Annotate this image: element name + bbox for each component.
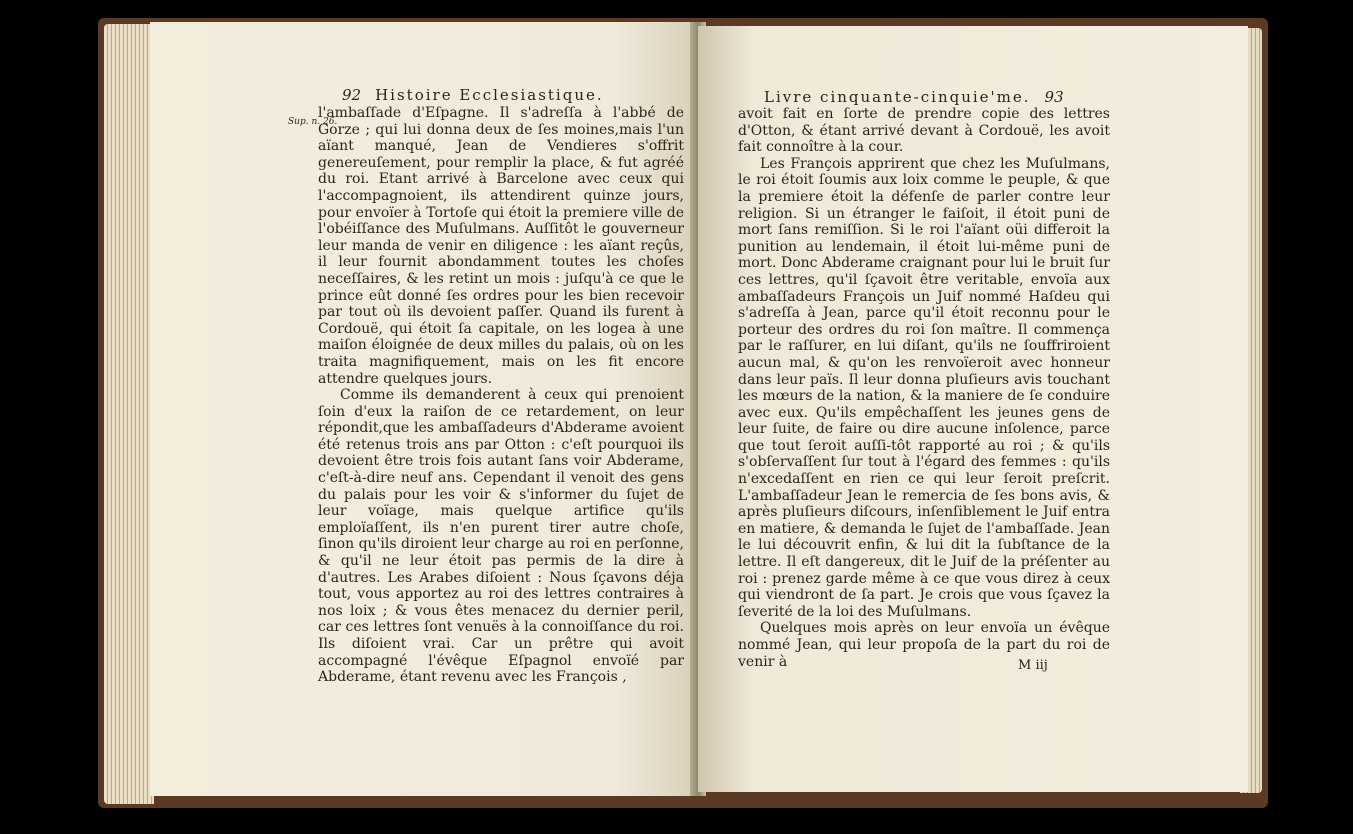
page-edges-left <box>104 24 154 804</box>
left-page-text <box>318 105 684 686</box>
left-paragraph-1: l'ambaſſade d'Eſpagne. Il s'adreſſa à l'abbé de Gorze ; qui lui donna deux de ſes moines,mais l'un aïant manqué, Jean de Vendieres s'offrit genereuſement, pour remplir la place, & fut agréé du roi. Etant arrivé à Barcelone avec ceux qui l'accompagnoient, ils attendirent quinze jours, pour envoïer à Tortoſe qui étoit la premiere ville de l'obéiſſance des Muſulmans. Auſſitôt le gouverneur leur manda de venir en diligence : les aïant reçûs, il leur fournit abondamment toutes les choſes neceſſaires, & les retint un mois : juſqu'à ce que le prince eût donné ſes ordres pour les bien recevoir par tout où ils devoient paſſer. Quand ils furent à Cordouë, qui étoit ſa capitale, on les logea à une maiſon éloignée de deux milles du palais, où on les traita magnifiquement, mais on les fit encore attendre quelques jours. <box>318 105 684 387</box>
right-paragraph-1: avoit fait en ſorte de prendre copie des lettres d'Otton, & étant arrivé devant à Cordouë, les avoit fait connoître à la cour. <box>738 106 1110 156</box>
left-running-title: Histoire Ecclesiastique. <box>375 86 604 104</box>
right-paragraph-3: Quelques mois après on leur envoïa un évêque nommé Jean, qui leur propoſa de la part du roi de venir à <box>738 620 1110 670</box>
right-page <box>698 26 1248 792</box>
right-running-title: Livre cinquante-cinquie'me. <box>764 88 1031 106</box>
right-page-text <box>738 106 1110 670</box>
left-running-head <box>342 86 604 104</box>
right-running-head <box>764 88 1064 106</box>
right-page-number: 93 <box>1044 88 1064 106</box>
right-paragraph-2: Les François apprirent que chez les Muſulmans, le roi étoit ſoumis aux loix comme le peuple, & que la premiere étoit la défenſe de parler contre leur religion. Si un étranger le faiſoit, il étoit puni de mort ſans remiſſion. Si le roi l'aïant oüi differoit la punition au lendemain, il étoit lui-même puni de mort. Donc Abderame craignant pour lui le bruit ſur ces lettres, qu'il ſçavoit être veritable, envoïa aux ambaſſadeurs François un Juif nommé Haſdeu qui s'adreſſa à Jean, parce qu'il étoit reconnu pour le porteur des ordres du roi ſon maître. Il commença par le raſſurer, en lui diſant, qu'ils ne ſouffriroient aucun mal, & qu'on les renvoïeroit avec honneur dans leur païs. Il leur donna pluſieurs avis touchant les mœurs de la nation, & la maniere de ſe conduire avec eux. Qu'ils empêchaſſent les jeunes gens de leur ſuite, de faire ou dire aucune inſolence, parce que tout ſeroit auſſi-tôt rapporté au roi ; & qu'ils s'obſervaſſent ſur tout à l'égard des femmes : qu'ils n'excedaſſent en rien ce qui leur ſeroit preſcrit. L'ambaſſadeur Jean le remercia de ſes bons avis, & après pluſieurs diſcours, inſenſiblement le Juif entra en matiere, & demanda le ſujet de l'ambaſſade. Jean le lui découvrit enfin, & lui dit la ſubſtance de la lettre. Il eſt dangereux, dit le Juif de la préſenter au roi : prenez garde même à ce que vous direz à ceux qui viendront de ſa part. Je crois que vous ſçavez la ſeverité de la loi des Muſulmans. <box>738 155 1110 620</box>
left-page <box>150 22 696 796</box>
left-page-number: 92 <box>342 86 362 104</box>
signature-mark: M iij <box>1018 658 1048 673</box>
margin-note: Sup. n. 26. <box>288 117 338 127</box>
left-paragraph-2: Comme ils demanderent à ceux qui prenoient ſoin d'eux la raiſon de ce retardement, on leur répondit,que les ambaſſadeurs d'Abderame avoient été retenus trois ans par Otton : c'eſt pourquoi ils devoient être trois fois autant ſans voir Abderame, c'eſt-à-dire neuf ans. Cependant il venoit des gens du palais pour les voir & s'informer du ſujet de leur voïage, mais quelque artifice qu'ils emploïaſſent, ils n'en purent tirer autre choſe, ſinon qu'ils diroient leur charge au roi en perſonne, & qu'il ne leur étoit pas permis de la dire à d'autres. Les Arabes diſoient : Nous ſçavons déja tout, vous apportez au roi des lettres contraires à nos loix ; & vous êtes menacez du dernier peril, car ces lettres ſont venuës à la connoiſſance du roi. Ils diſoient vrai. Car un prêtre qui avoit accompagné l'évêque Eſpagnol envoïé par Abderame, étant revenu avec les François , <box>318 387 684 686</box>
